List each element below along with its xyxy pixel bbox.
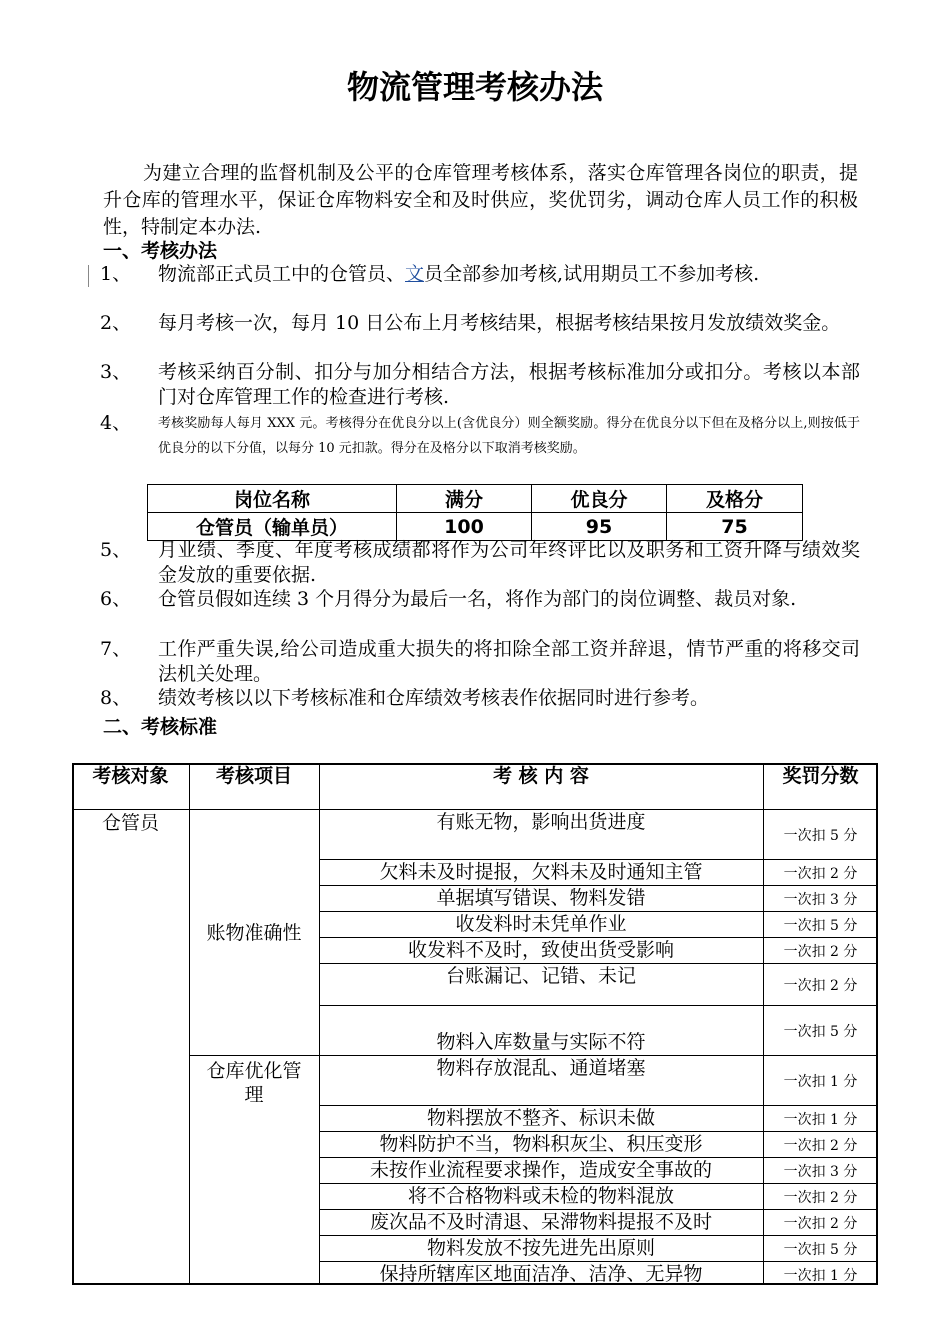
assessment-content-cell: 台账漏记、记错、未记 (445, 965, 636, 987)
list-item (100, 538, 860, 588)
penalty-cell: 一次扣 5 分 (783, 918, 858, 934)
list-item-number: 8、 (100, 687, 132, 709)
assessment-content-cell: 保持所辖库区地面洁净、洁净、无异物 (379, 1263, 703, 1285)
list-item (100, 637, 860, 687)
table-cell: 仓管员（输单员） (148, 513, 397, 541)
table-header-cell: 考 核 内 容 (493, 765, 589, 787)
penalty-cell: 一次扣 1 分 (783, 1112, 858, 1128)
list-item (100, 686, 860, 711)
intro-paragraph: 为建立合理的监督机制及公平的仓库管理考核体系，落实仓库管理各岗位的职责，提升仓库的管理水平，保证仓库物料安全和及时供应，奖优罚劣，调动仓库人员工作的积极性，特制定本办法. (103, 162, 858, 238)
table-cell: 95 (532, 513, 667, 541)
penalty-cell: 一次扣 2 分 (783, 1190, 858, 1206)
link-text[interactable]: 文 (405, 263, 425, 285)
penalty-cell: 一次扣 2 分 (783, 1216, 858, 1232)
assessment-content-cell: 物料存放混乱、通道堵塞 (436, 1057, 646, 1079)
list-item-text: 考核奖励每人每月 XXX 元。考核得分在优良分以上(含优良分）则全额奖励。得分在优良分以下但在及格分以上,则按低于优良分的以下分值，以每分 10 元扣款。得分在及格分以下取消考核奖励。 (158, 416, 860, 456)
assessment-content-cell: 将不合格物料或未检的物料混放 (407, 1185, 674, 1207)
list-item-number: 4、 (100, 412, 132, 434)
list-item-text: 物流部正式员工中的仓管员、 (158, 263, 406, 285)
table-header-cell: 考核对象 (92, 765, 169, 787)
assessment-item-cell: 仓库优化管理 (206, 1060, 302, 1106)
list-item-number: 1、 (100, 263, 132, 285)
table-header-cell: 优良分 (532, 485, 667, 513)
assessment-item-cell: 账物准确性 (206, 922, 302, 944)
list-item-text: 考核采纳百分制、扣分与加分相结合方法，根据考核标准加分或扣分。考核以本部门对仓库管理工作的检查进行考核. (158, 361, 860, 408)
section-heading-standards: 二、考核标准 (103, 716, 218, 738)
penalty-cell: 一次扣 5 分 (783, 828, 858, 844)
assessment-object-cell: 仓管员 (101, 812, 159, 834)
list-item-number: 3、 (100, 361, 132, 383)
assessment-content-cell: 收发料时未凭单作业 (455, 913, 627, 935)
document-title: 物流管理考核办法 (346, 68, 603, 106)
score-threshold-table (147, 484, 803, 541)
penalty-cell: 一次扣 3 分 (783, 892, 858, 908)
penalty-cell: 一次扣 2 分 (783, 866, 858, 882)
list-item-text: 仓管员假如连续 3 个月得分为最后一名，将作为部门的岗位调整、裁员对象. (158, 588, 797, 610)
list-item (100, 411, 860, 461)
column-rule (189, 763, 190, 1285)
list-item (100, 360, 860, 410)
table-header-cell: 奖罚分数 (782, 765, 859, 787)
penalty-cell: 一次扣 2 分 (783, 978, 858, 994)
list-item-number: 5、 (100, 539, 132, 561)
assessment-content-cell: 废次品不及时清退、呆滞物料提报不及时 (369, 1211, 712, 1233)
list-item-text: 工作严重失误,给公司造成重大损失的将扣除全部工资并辞退，情节严重的将移交司法机关处理。 (158, 638, 860, 685)
penalty-cell: 一次扣 5 分 (783, 1024, 858, 1040)
assessment-content-cell: 欠料未及时提报，欠料未及时通知主管 (379, 861, 703, 883)
table-header-cell: 满分 (396, 485, 531, 513)
penalty-cell: 一次扣 2 分 (783, 944, 858, 960)
table-cell: 75 (667, 513, 803, 541)
list-item (100, 262, 860, 287)
penalty-cell: 一次扣 1 分 (783, 1268, 858, 1284)
section-heading-methods: 一、考核办法 (103, 240, 218, 262)
text-cursor (88, 265, 89, 287)
table-cell: 100 (396, 513, 531, 541)
assessment-content-cell: 未按作业流程要求操作，造成安全事故的 (369, 1159, 712, 1181)
standards-table (72, 763, 878, 1285)
list-item-text: 每月考核一次，每月 10 日公布上月考核结果，根据考核结果按月发放绩效奖金。 (158, 312, 841, 334)
assessment-content-cell: 物料发放不按先进先出原则 (426, 1237, 655, 1259)
assessment-content-cell: 物料入库数量与实际不符 (436, 1031, 646, 1053)
list-item-number: 6、 (100, 588, 132, 610)
row-rule (319, 1005, 878, 1006)
assessment-content-cell: 收发料不及时，致使出货受影响 (407, 939, 674, 961)
table-header-cell: 岗位名称 (148, 485, 397, 513)
list-item (100, 311, 860, 336)
list-item-number: 7、 (100, 638, 132, 660)
penalty-cell: 一次扣 5 分 (783, 1242, 858, 1258)
table-header-cell: 及格分 (667, 485, 803, 513)
assessment-content-cell: 物料摆放不整齐、标识未做 (426, 1107, 655, 1129)
list-item-number: 2、 (100, 312, 132, 334)
assessment-content-cell: 有账无物，影响出货进度 (436, 811, 646, 833)
list-item-text: 员全部参加考核,试用期员工不参加考核. (424, 263, 760, 285)
penalty-cell: 一次扣 3 分 (783, 1164, 858, 1180)
table-header-cell: 考核项目 (215, 765, 292, 787)
penalty-cell: 一次扣 1 分 (783, 1074, 858, 1090)
assessment-content-cell: 物料防护不当，物料积灰尘、积压变形 (379, 1133, 703, 1155)
assessment-content-cell: 单据填写错误、物料发错 (436, 887, 646, 909)
list-item (100, 587, 860, 612)
list-item-text: 绩效考核以以下考核标准和仓库绩效考核表作依据同时进行参考。 (158, 687, 710, 709)
list-item-text: 月业绩、季度、年度考核成绩都将作为公司年终评比以及职务和工资升降与绩效奖金发放的重要依据. (158, 539, 860, 586)
penalty-cell: 一次扣 2 分 (783, 1138, 858, 1154)
